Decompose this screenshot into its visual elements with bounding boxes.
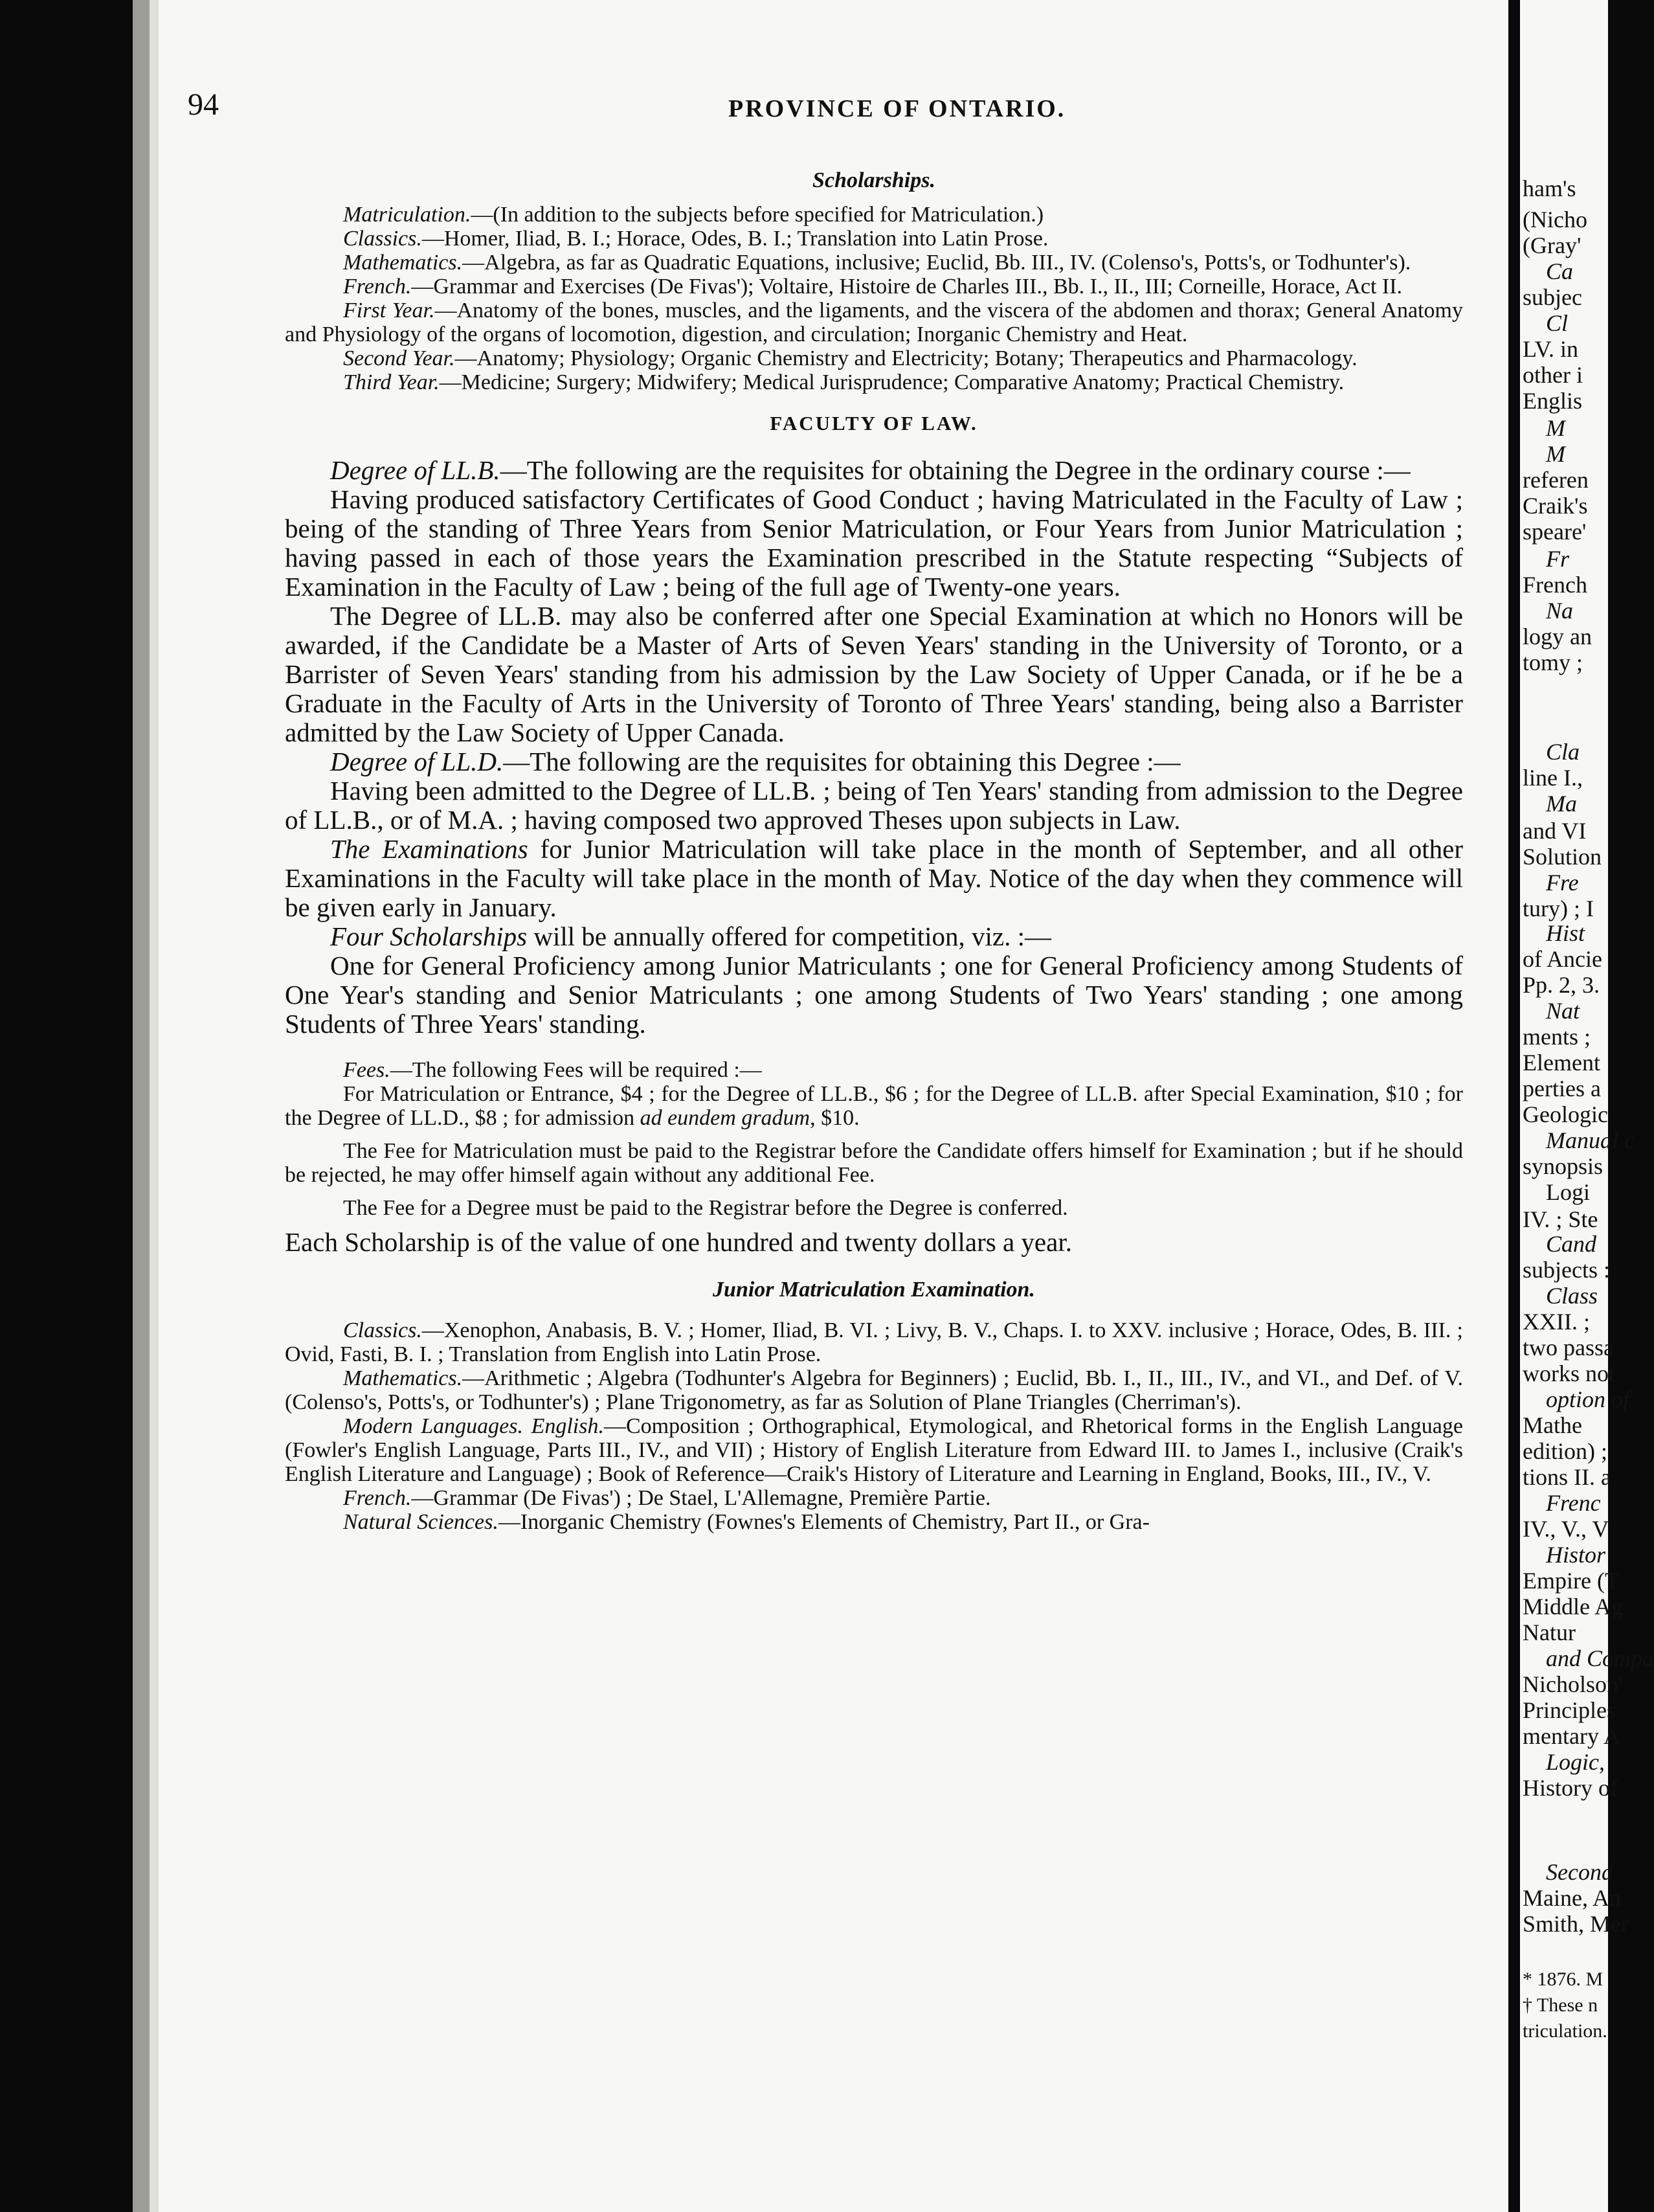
- right-page-line: Frenc: [1546, 1490, 1601, 1516]
- right-page-line: Ca: [1546, 258, 1574, 284]
- lld-label: Degree of LL.D.: [330, 747, 504, 776]
- llb-intro: [285, 456, 1463, 485]
- right-page-line: Class: [1546, 1283, 1598, 1309]
- right-page-line: and VI: [1523, 818, 1587, 844]
- item-text: —Medicine; Surgery; Midwifery; Medical Jurisprudence; Comparative Anatomy; Practical Chemistry.: [439, 370, 1345, 394]
- right-page-line: tomy ;: [1523, 649, 1583, 675]
- right-page-line: subjec: [1523, 284, 1582, 310]
- item-text: —Homer, Iliad, B. I.; Horace, Odes, B. I.; Translation into Latin Prose.: [421, 227, 1049, 251]
- right-page-line: Pp. 2, 3.: [1523, 972, 1600, 998]
- scholarship-item: [285, 370, 1463, 394]
- right-page-line: tury) ; I: [1523, 896, 1594, 921]
- item-text: —Anatomy of the bones, muscles, and the ligaments, and the viscera of the abdomen and thorax; General Anatomy and Physiology of the organs of locomotion, digestion, and circulation; Inorganic Chemistry and Heat.: [285, 299, 1464, 346]
- right-page-line: Nat: [1546, 998, 1580, 1024]
- right-page-line: Manual c: [1546, 1127, 1635, 1153]
- scholarship-item: [285, 346, 1463, 370]
- junior-matriculation-heading: Junior Matriculation Examination.: [713, 1278, 1035, 1302]
- item-text: —Arithmetic ; Algebra (Todhunter's Algebra for Beginners) ; Euclid, Bb. I., II., III., IV., and VI., and Def. of V. (Colenso's, Potts's, or Todhunter's) ; Plane Trigonometry, as far as Solution of Plane Triangles (Cherriman's).: [285, 1366, 1463, 1414]
- main-text-column: [285, 162, 1463, 1534]
- spacer: [285, 1187, 1463, 1196]
- right-page-line: Mathe: [1523, 1412, 1582, 1438]
- lld-intro: [285, 747, 1463, 776]
- item-label: Mathematics.: [343, 251, 463, 275]
- fees-label: Fees.: [343, 1058, 390, 1082]
- right-page-line: Element: [1523, 1050, 1600, 1076]
- page-number: 94: [188, 87, 219, 122]
- item-label: French.: [343, 275, 412, 299]
- right-page-line: Englis: [1523, 388, 1583, 414]
- junior-item: [285, 1414, 1463, 1486]
- right-page-line: speare': [1523, 519, 1587, 545]
- item-text: —Anatomy; Physiology; Organic Chemistry and Electricity; Botany; Therapeutics and Pharmacology.: [454, 346, 1358, 370]
- fees-intro-text: —The following Fees will be required :—: [390, 1058, 762, 1082]
- four-scholarships-text: will be annually offered for competition, viz. :—: [527, 921, 1052, 951]
- llb-label: Degree of LL.B.: [330, 455, 500, 485]
- fees-list: [285, 1082, 1463, 1130]
- right-page-line: Fre: [1546, 870, 1579, 896]
- faculty-of-law-heading: FACULTY OF LAW.: [770, 412, 978, 435]
- right-page-line: other i: [1523, 362, 1583, 388]
- item-text: —Algebra, as far as Quadratic Equations, inclusive; Euclid, Bb. III., IV. (Colenso's, Potts's, or Todhunter's).: [462, 251, 1411, 275]
- right-page-line: Ma: [1546, 791, 1577, 817]
- junior-item: [285, 1486, 1463, 1510]
- scholarship-item: [285, 299, 1463, 346]
- right-page-line: IV., V., V: [1523, 1516, 1609, 1542]
- right-page-line: History of: [1523, 1775, 1618, 1801]
- fees-list-end: , $10.: [810, 1106, 860, 1130]
- spacer: [285, 1130, 1463, 1139]
- right-page-line: Fr: [1546, 546, 1569, 572]
- right-page-line: * 1876. M: [1523, 1969, 1604, 1990]
- right-page-line: † These n: [1523, 1994, 1598, 2016]
- scholarship-item: [285, 227, 1463, 251]
- llb-special: The Degree of LL.B. may also be conferred after one Special Examination at which no Honors will be awarded, if the Candidate be a Master of Arts of Seven Years' standing in the University of Toronto, or a Barrister of Seven Years' standing from his admission by the Law Society of Upper Canada, or if he be a Graduate in the Faculty of Arts in the University of Toronto of Three Years' standing, being also a Barrister admitted by the Law Society of Upper Canada.: [285, 601, 1463, 747]
- junior-item: [285, 1510, 1463, 1534]
- item-label: Second Year.: [343, 346, 455, 370]
- right-page-line: ham's: [1523, 175, 1576, 201]
- right-page-line: Second: [1546, 1859, 1613, 1885]
- right-page-line: ments ;: [1523, 1024, 1591, 1050]
- right-page-line: Craik's: [1523, 493, 1588, 519]
- right-page-line: Nicholson': [1523, 1671, 1623, 1697]
- scholarship-item: [285, 251, 1463, 275]
- llb-requisites: Having produced satisfactory Certificates of Good Conduct ; having Matriculated in the Faculty of Law ; being of the standing of Three Years from Senior Matriculation, or Four Years from Junior Matriculation ; having passed in each of those years the Examination prescribed in the Statute respecting “Subjects of Examination in the Faculty of Law ; being of the full age of Twenty-one years.: [285, 484, 1463, 602]
- item-text: —Xenophon, Anabasis, B. V. ; Homer, Iliad, B. VI. ; Livy, B. V., Chaps. I. to XXV. inclusive ; Horace, Odes, B. III. ; Ovid, Fasti, B. I. ; Translation from English into Latin Prose.: [285, 1318, 1463, 1366]
- scholarships-heading: Scholarships.: [812, 168, 935, 192]
- scholarship-list: One for General Proficiency among Junior Matriculants ; one for General Proficiency among Students of One Year's standing and Senior Matriculants ; one among Students of Two Years' standing ; one among Students of Three Years' standing.: [285, 951, 1463, 1039]
- right-page-line: Smith, Mer: [1523, 1911, 1629, 1937]
- right-page-line: IV. ; Ste: [1523, 1206, 1598, 1232]
- right-page-line: XXII. ;: [1523, 1309, 1590, 1335]
- item-label: Mathematics.: [343, 1366, 463, 1390]
- right-page-line: two passa: [1523, 1335, 1614, 1360]
- right-page-line: Geologic: [1523, 1101, 1608, 1127]
- right-page-line: Cla: [1546, 739, 1580, 765]
- fees-degree-rule: The Fee for a Degree must be paid to the Registrar before the Degree is conferred.: [343, 1196, 1068, 1220]
- right-page-line: Histor: [1546, 1542, 1606, 1568]
- item-text: —Inorganic Chemistry (Fownes's Elements of Chemistry, Part II., or Gra-: [498, 1510, 1150, 1534]
- item-label: First Year.: [343, 299, 435, 322]
- fees-list-latin: ad eundem gradum: [640, 1106, 810, 1130]
- right-page-line: M: [1546, 415, 1565, 441]
- item-label: French.: [343, 1486, 412, 1510]
- right-page-line: Na: [1546, 598, 1574, 624]
- right-page-line: Solution: [1523, 844, 1602, 870]
- lld-intro-text: —The following are the requisites for obtaining this Degree :—: [503, 747, 1181, 776]
- right-page-line: of Ancie: [1523, 946, 1602, 972]
- item-label: Classics.: [343, 1318, 422, 1342]
- right-page-line: perties a: [1523, 1076, 1601, 1101]
- examinations-paragraph: [285, 835, 1463, 922]
- right-page-line: French: [1523, 572, 1587, 598]
- right-page-line: M: [1546, 441, 1565, 467]
- llb-intro-text: —The following are the requisites for obtaining the Degree in the ordinary course :—: [500, 455, 1411, 485]
- junior-item: [285, 1366, 1463, 1414]
- spacer: [285, 1039, 1463, 1058]
- right-page-line: referen: [1523, 467, 1589, 493]
- junior-item: [285, 1318, 1463, 1366]
- item-label: Natural Sciences.: [343, 1510, 498, 1534]
- right-page-line: Natur: [1523, 1620, 1576, 1645]
- item-label: Matriculation.: [343, 203, 471, 227]
- item-text: —Composition ; Orthographical, Etymological, and Rhetorical forms in the English Language (Fowler's English Language, Parts III., IV., and VII) ; History of English Literature from Edward III. to James I., inclusive (Craik's English Literature and Language) ; Book of Reference—Craik's History of Literature and Learning in England, Books, III., IV., V.: [285, 1414, 1463, 1486]
- right-page-line: line I.,: [1523, 765, 1583, 791]
- item-text: —(In addition to the subjects before specified for Matriculation.): [471, 203, 1044, 227]
- right-page-line: Cand: [1546, 1231, 1597, 1257]
- four-scholarships-paragraph: [285, 922, 1463, 951]
- item-label: Classics.: [343, 227, 422, 251]
- right-page-line: Empire (T: [1523, 1568, 1619, 1594]
- right-page-line: LV. in: [1523, 336, 1579, 362]
- running-title: PROVINCE OF ONTARIO.: [728, 95, 1066, 122]
- right-page-line: triculation.: [1523, 2020, 1607, 2042]
- right-page-line: Logi: [1546, 1179, 1590, 1205]
- page-divider: [1508, 0, 1520, 2212]
- right-page-line: synopsis: [1523, 1153, 1604, 1179]
- right-page-line: (Nicho: [1523, 207, 1587, 232]
- scholarship-value-note: Each Scholarship is of the value of one hundred and twenty dollars a year.: [285, 1227, 1072, 1257]
- right-page-line: (Gray': [1523, 232, 1581, 258]
- right-page-line: option of: [1546, 1386, 1630, 1412]
- right-page-line: Cl: [1546, 310, 1569, 336]
- lld-requisites: Having been admitted to the Degree of LL.B. ; being of Ten Years' standing from admission to the Degree of LL.B., or of M.A. ; having composed two approved Theses upon subjects in Law.: [285, 776, 1463, 835]
- right-page-line: Hist: [1546, 920, 1585, 946]
- right-page-line: Maine, An: [1523, 1885, 1621, 1911]
- scholarship-item: [285, 203, 1463, 227]
- right-page-line: mentary A: [1523, 1723, 1620, 1749]
- right-page-line: Principles: [1523, 1697, 1616, 1723]
- right-page-line: logy an: [1523, 624, 1592, 649]
- right-page-fragment: [1520, 0, 1654, 2212]
- item-label: Modern Languages. English.: [343, 1414, 604, 1438]
- book-gutter-edge: [150, 0, 159, 2212]
- item-text: —Grammar (De Fivas') ; De Stael, L'Allemagne, Première Partie.: [411, 1486, 991, 1510]
- right-page-line: tions II. a: [1523, 1464, 1611, 1490]
- right-page-line: works not: [1523, 1360, 1615, 1386]
- right-page-line: Middle Ag: [1523, 1594, 1624, 1620]
- scholarship-item: [285, 275, 1463, 299]
- item-text: —Grammar and Exercises (De Fivas'); Voltaire, Histoire de Charles III., Bb. I., II., III; Corneille, Horace, Act II.: [411, 275, 1403, 299]
- book-gutter-shadow: [133, 0, 150, 2212]
- right-page-line: and Compa: [1546, 1645, 1654, 1671]
- right-page-line: edition) ;: [1523, 1438, 1607, 1464]
- fees-matriculation-rule: The Fee for Matriculation must be paid to the Registrar before the Candidate offers himself for Examination ; but if he should be rejected, he may offer himself again without any additional Fee.: [285, 1139, 1463, 1187]
- item-label: Third Year.: [343, 370, 440, 394]
- fees-intro: [285, 1058, 1463, 1082]
- right-page-line: Logic,: [1546, 1749, 1605, 1775]
- examinations-text: for Junior Matriculation will take place in the month of September, and all other Examinations in the Faculty will take place in the month of May. Notice of the day when they commence will be given early in January.: [285, 834, 1463, 922]
- fees-list-part: For Matriculation or Entrance, $4 ; for the Degree of LL.B., $6 ; for the Degree of LL.B. after Special Examination, $10 ; for the Degree of LL.D., $8 ; for admission: [285, 1082, 1463, 1130]
- examinations-label: The Examinations: [330, 834, 528, 864]
- four-scholarships-label: Four Scholarships: [330, 921, 528, 951]
- right-page-line: subjects :: [1523, 1257, 1610, 1283]
